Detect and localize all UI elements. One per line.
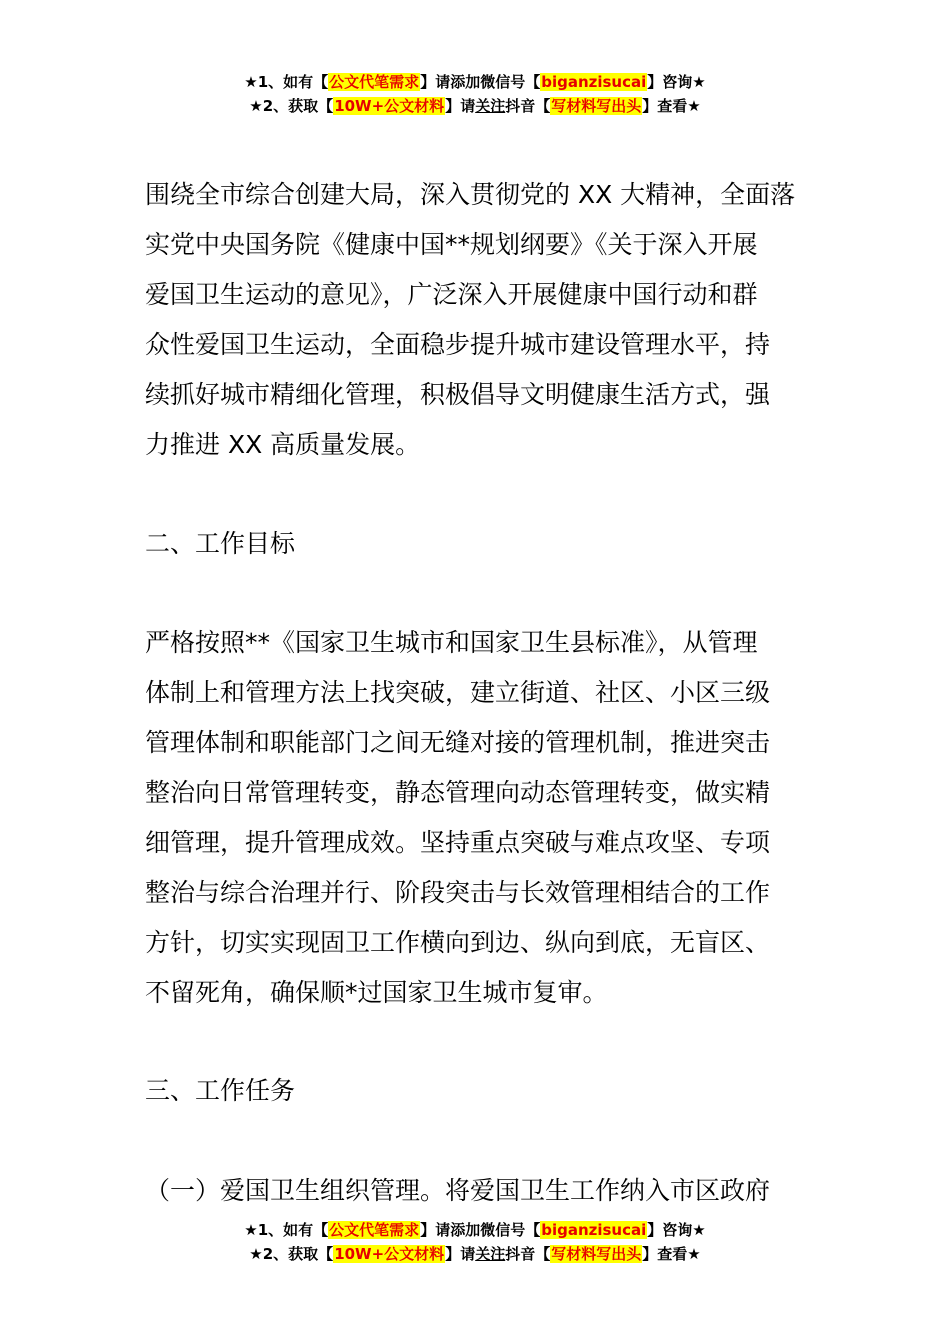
promo-text: 】咨询★ — [647, 73, 706, 91]
promo-line-2 — [0, 94, 950, 118]
promo-text: 抖音【 — [505, 1245, 551, 1263]
promo-text: ★1、如有【 — [244, 1221, 329, 1239]
promo-line-1 — [0, 1218, 950, 1242]
promo-text: 抖音【 — [505, 97, 551, 115]
promo-text: ★2、获取【 — [249, 1245, 334, 1263]
promo-text: ★2、获取【 — [249, 97, 334, 115]
heading-text: 二、工作目标 — [145, 529, 296, 558]
promo-line-2 — [0, 1242, 950, 1266]
text-line: （一）爱国卫生组织管理。将爱国卫生工作纳入市区政府 — [145, 1176, 771, 1205]
text-line: 爱国卫生运动的意见》，广泛深入开展健康中国行动和群 — [145, 280, 758, 309]
text-line: 实党中央国务院《健康中国**规划纲要》《关于深入开展 — [145, 230, 758, 259]
paragraph-intro — [145, 170, 810, 470]
promo-underlined: 关注 — [475, 97, 506, 115]
text-line: 众性爱国卫生运动，全面稳步提升城市建设管理水平，持 — [145, 330, 771, 359]
text-line: 围绕全市综合创建大局，深入贯彻党的 XX 大精神，全面落 — [145, 180, 796, 209]
promo-banner-top — [0, 70, 950, 118]
section-heading-tasks — [145, 1066, 810, 1116]
promo-text: 】请 — [445, 1245, 476, 1263]
heading-text: 三、工作任务 — [145, 1076, 296, 1105]
promo-text: 】查看★ — [642, 1245, 701, 1263]
promo-text: 】请添加微信号【 — [420, 73, 541, 91]
promo-wechat-id: biganzisucai — [541, 73, 647, 91]
paragraph-tasks — [145, 1166, 810, 1216]
text-line: 续抓好城市精细化管理，积极倡导文明健康生活方式，强 — [145, 380, 771, 409]
promo-text: 】请添加微信号【 — [420, 1221, 541, 1239]
promo-douyin-name: 写材料写出头 — [551, 97, 642, 115]
section-heading-goals — [145, 519, 810, 569]
promo-highlight: 公文代笔需求 — [329, 73, 420, 91]
text-line: 方针，切实实现固卫工作横向到边、纵向到底，无盲区、 — [145, 928, 771, 957]
promo-highlight: 10W+公文材料 — [334, 1245, 445, 1263]
text-line: 整治与综合治理并行、阶段突击与长效管理相结合的工作 — [145, 878, 771, 907]
promo-text: 】请 — [445, 97, 476, 115]
text-line: 力推进 XX 高质量发展。 — [145, 430, 421, 459]
text-line: 体制上和管理方法上找突破，建立街道、社区、小区三级 — [145, 678, 771, 707]
promo-banner-bottom — [0, 1218, 950, 1266]
promo-text: 】咨询★ — [647, 1221, 706, 1239]
promo-wechat-id: biganzisucai — [541, 1221, 647, 1239]
text-line: 整治向日常管理转变，静态管理向动态管理转变，做实精 — [145, 778, 771, 807]
promo-line-1 — [0, 70, 950, 94]
text-line: 管理体制和职能部门之间无缝对接的管理机制，推进突击 — [145, 728, 771, 757]
promo-text: 】查看★ — [642, 97, 701, 115]
text-line: 严格按照**《国家卫生城市和国家卫生县标准》，从管理 — [145, 628, 758, 657]
promo-highlight: 10W+公文材料 — [334, 97, 445, 115]
text-line: 不留死角，确保顺*过国家卫生城市复审。 — [145, 978, 608, 1007]
promo-highlight: 公文代笔需求 — [329, 1221, 420, 1239]
text-line: 细管理，提升管理成效。坚持重点突破与难点攻坚、专项 — [145, 828, 771, 857]
promo-douyin-name: 写材料写出头 — [551, 1245, 642, 1263]
promo-underlined: 关注 — [475, 1245, 506, 1263]
paragraph-goals — [145, 618, 810, 1018]
promo-text: ★1、如有【 — [244, 73, 329, 91]
